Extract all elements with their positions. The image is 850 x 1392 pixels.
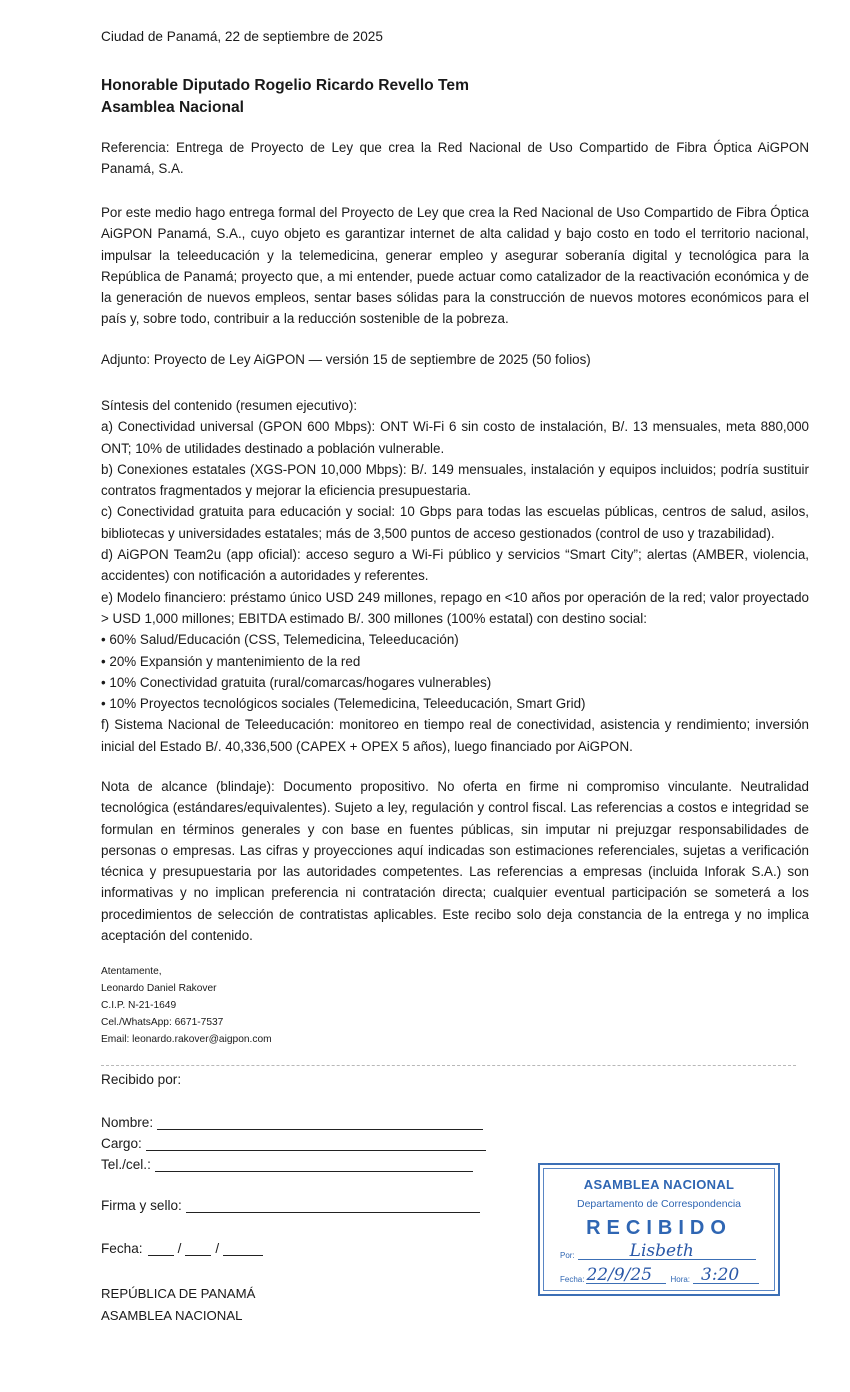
phone-field[interactable] — [101, 1157, 473, 1172]
signature-label: Firma y sello: — [101, 1198, 182, 1213]
stamp-date-row — [560, 1267, 759, 1284]
date-line: Ciudad de Panamá, 22 de septiembre de 2025 — [101, 29, 383, 44]
stamp-title: ASAMBLEA NACIONAL — [583, 1177, 735, 1192]
bullet-item: • 20% Expansión y mantenimiento de la red — [101, 653, 361, 669]
stamp-by-label: Por: — [560, 1251, 575, 1260]
stamp-time-label: Hora: — [670, 1275, 691, 1284]
bullet-item: • 60% Salud/Educación (CSS, Telemedicina, Teleeducación) — [101, 632, 459, 648]
synthesis-section — [101, 395, 809, 757]
intro-paragraph: Por este medio hago entrega formal del Proyecto de Ley que crea la Red Nacional de Uso Compartido de Fibra Óptica AiGPON Panamá, S.A., cuyo objeto es garantizar internet de alta calidad y bajo costo en todo el territorio nacional, impulsar la teleeducación y la telemedicina, generar empleo y asegurar soberanía digital y tecnológica para la República de Panamá; proyecto que, a mi entender, puede actuar como catalizador de la reactivación económica y de la generación de nuevos empleos, sentar bases sólidas para la construcción de nuevos motores económicos para el país y, sobre todo, contribuir a la reducción sostenible de la pobreza. — [101, 205, 809, 327]
synthesis-item-e: e) Modelo financiero: préstamo único USD 249 millones, repago en <10 años por operación de la red; valor proyectado > USD 1,000 millones; EBITDA estimado B/. 300 millones (100% estatal) con destino social: — [101, 589, 809, 626]
sender-phone: Cel./WhatsApp: 6671-7537 — [101, 1017, 224, 1029]
bullet-item: • 10% Conectividad gratuita (rural/comarcas/hogares vulnerables) — [101, 674, 492, 690]
month-blank[interactable] — [185, 1241, 211, 1256]
recipient-block — [101, 75, 469, 119]
signature-blank-line[interactable] — [186, 1198, 480, 1213]
date-label: Fecha: — [101, 1241, 143, 1256]
recipient-name: Honorable Diputado Rogelio Ricardo Revello Tem — [101, 77, 469, 94]
synthesis-item-a: a) Conectividad universal (GPON 600 Mbps): ONT Wi-Fi 6 sin costo de instalación, B/. 13 mensuales, meta 880,000 ONT; 10% de utilidades destinado a población vulnerable. — [101, 419, 809, 456]
synthesis-item-d: d) AiGPON Team2u (app oficial): acceso seguro a Wi-Fi público y servicios “Smart City”; alertas (AMBER, violencia, accidentes) con notificación a autoridades y referentes. — [101, 547, 809, 584]
synthesis-item-b: b) Conexiones estatales (XGS-PON 10,000 Mbps): B/. 149 mensuales, instalación y equipos incluidos; podría sustituir contratos fragmentados y mejorar la eficiencia presupuestaria. — [101, 461, 809, 499]
date-separator: / — [215, 1241, 220, 1256]
received-by-heading: Recibido por: — [101, 1072, 182, 1087]
stamp-date-value: 22/9/25 — [586, 1265, 653, 1285]
name-field[interactable] — [101, 1115, 483, 1130]
synthesis-item-f: f) Sistema Nacional de Teleeducación: monitoreo en tiempo real de conectividad, asistencia y rendimiento; inversión inicial del Estado B/. 40,336,500 (CAPEX + OPEX 5 años), luego financiado por AiGPON. — [101, 717, 809, 754]
footer-block — [101, 1283, 255, 1326]
recipient-institution: Asamblea Nacional — [101, 99, 245, 116]
bullet-item: • 10% Proyectos tecnológicos sociales (Telemedicina, Teleeducación, Smart Grid) — [101, 696, 586, 712]
section-divider — [101, 1065, 796, 1066]
synthesis-heading: Síntesis del contenido (resumen ejecutivo): — [101, 398, 358, 413]
year-blank[interactable] — [223, 1241, 263, 1256]
name-blank-line[interactable] — [157, 1115, 483, 1130]
sender-email: Email: leonardo.rakover@aigpon.com — [101, 1034, 272, 1046]
footer-institution: ASAMBLEA NACIONAL — [101, 1307, 243, 1323]
reference-paragraph: Referencia: Entrega de Proyecto de Ley que crea la Red Nacional de Uso Compartido de Fibra Óptica AiGPON Panamá, S.A. — [101, 140, 809, 177]
sender-name: Leonardo Daniel Rakover — [101, 983, 217, 995]
role-label: Cargo: — [101, 1136, 142, 1151]
stamp-time-value: 3:20 — [701, 1265, 740, 1285]
day-blank[interactable] — [148, 1241, 174, 1256]
name-label: Nombre: — [101, 1115, 154, 1130]
role-blank-line[interactable] — [146, 1136, 486, 1151]
role-field[interactable] — [101, 1136, 486, 1151]
date-field[interactable] — [101, 1241, 263, 1256]
phone-blank-line[interactable] — [155, 1157, 473, 1172]
footer-country: REPÚBLICA DE PANAMÁ — [101, 1286, 256, 1301]
stamp-status: RECIBIDO — [586, 1217, 732, 1239]
scope-note: Nota de alcance (blindaje): Documento propositivo. No oferta en firme ni compromiso vinculante. Neutralidad tecnológica (estándares/equivalentes). Sujeto a ley, regulación y control fiscal. Las referencias a costos e integridad se formulan en términos generales y con base en fuentes públicas, sin imputar ni prejuzgar responsabilidades de personas o empresas. Las cifras y proyecciones aquí indicadas son estimaciones referenciales, sujetas a verificación técnica y presupuestaria por las autoridades competentes. Las referencias a empresas (incluida Inforak S.A.) son informativas y no implican preferencia ni contratación directa; cualquier eventual participación se someterá a los procedimientos de selección de contratistas aplicables. Este recibo solo deja constancia de la entrega y no implica aceptación del contenido. — [101, 779, 809, 944]
received-stamp — [538, 1163, 780, 1296]
stamp-by-signature: Lisbeth — [629, 1241, 694, 1261]
closing-block — [101, 963, 272, 1048]
salutation: Atentamente, — [101, 966, 162, 977]
synthesis-item-c: c) Conectividad gratuita para educación y social: 10 Gbps para todas las escuelas públicas, centros de salud, asilos, bibliotecas y universidades estatales; más de 3,500 puntos de acceso gestionados (control de uso y trazabilidad). — [101, 504, 809, 541]
attachment-line: Adjunto: Proyecto de Ley AiGPON — versión 15 de septiembre de 2025 (50 folios) — [101, 352, 591, 367]
sender-id: C.I.P. N-21-1649 — [101, 1000, 177, 1012]
date-separator: / — [177, 1241, 182, 1256]
signature-field[interactable] — [101, 1198, 480, 1213]
stamp-department: Departamento de Correspondencia — [576, 1198, 742, 1210]
stamp-date-label: Fecha: — [560, 1275, 585, 1284]
stamp-by-row — [560, 1243, 756, 1260]
phone-label: Tel./cel.: — [101, 1157, 151, 1172]
